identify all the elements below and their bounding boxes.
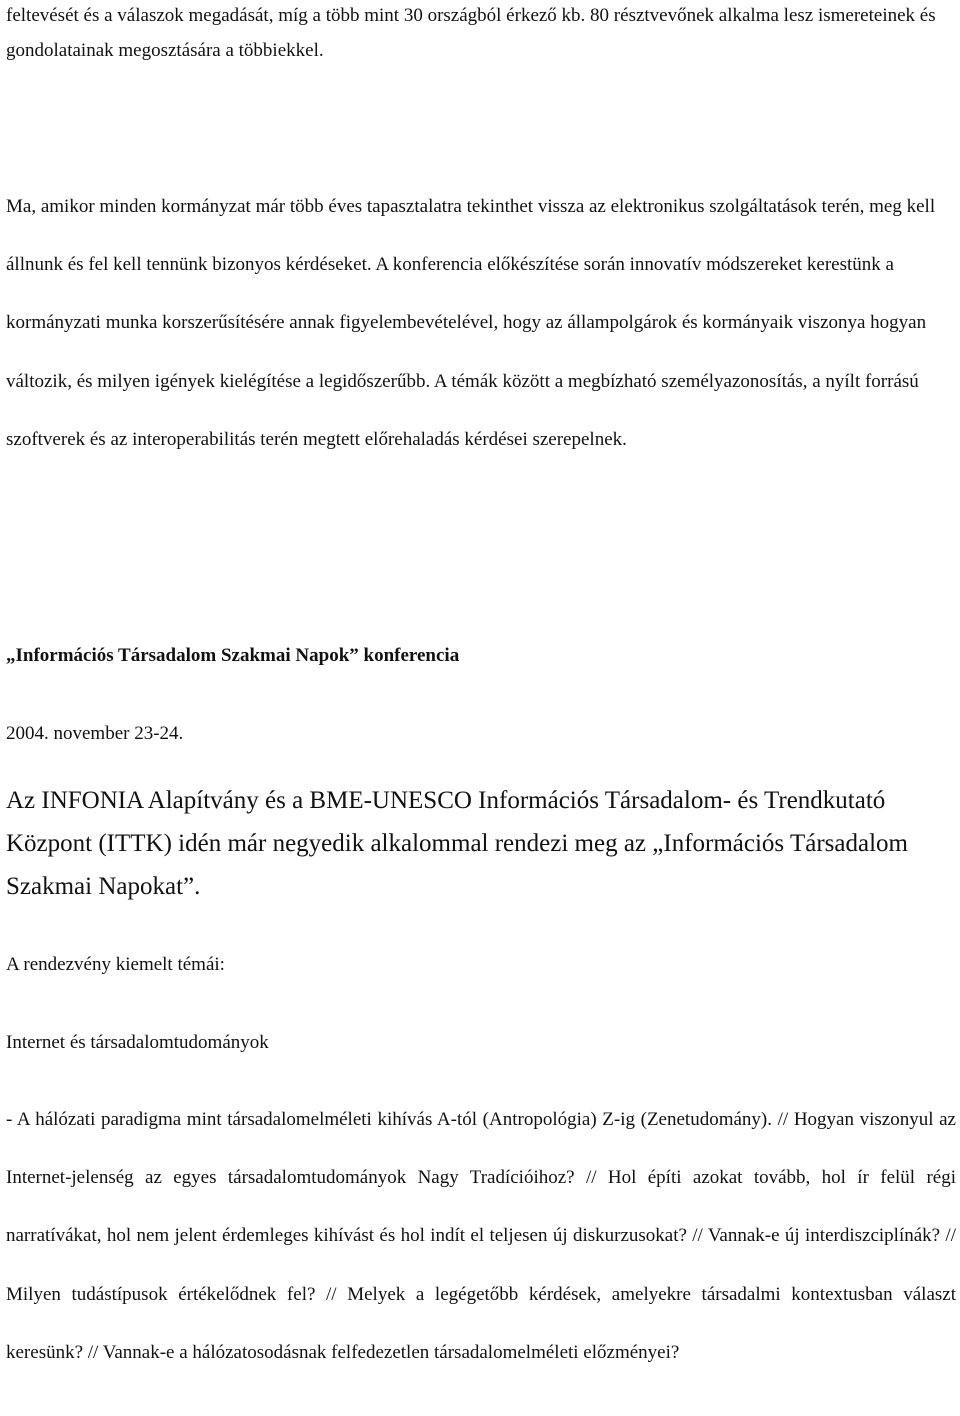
body-paragraph: Ma, amikor minden kormányzat már több éves tapasztalatra tekinthet vissza az elektronikus szolgáltatások terén, meg kell állnunk és fel kell tennünk bizonyos kérdéseket. A konferencia előkészítése során innovatív módszereket kerestünk a kormányzati munka korszerűsítésére annak figyelembevételével, hogy az állampolgárok és kormányaik viszonya hogyan változik, és milyen igények kielégítése a legidőszerűbb. A témák között a megbízható személyazonosítás, a nyílt forrású szoftverek és az interoperabilitás terén megtett előrehaladás kérdései szerepelnek.	[6, 196, 936, 450]
highlighted-topics-label: A rendezvény kiemelt témái:	[6, 954, 225, 975]
organizer-paragraph: Az INFONIA Alapítvány és a BME-UNESCO Információs Társadalom- és Trendkutató Központ (ITTK) idén már negyedik alkalommal rendezi meg az „Információs Társadalom Szakmai Napokat”.	[6, 787, 908, 900]
topic-paragraph: - A hálózati paradigma mint társadalomelméleti kihívás A-tól (Antropológia) Z-ig (Zenetudomány). // Hogyan viszonyul az Internet-jelenség az egyes társadalomtudományok Nagy Tradícióihoz? // Hol építi azokat tovább, hol ír felül régi narratívákat, hol nem jelent érdemleges kihívást és hol indít el teljesen új diskurzusokat? // Vannak-e új interdiszciplínák? // Milyen tudástípusok értékelődnek fel? // Melyek a legégetőbb kérdések, amelyekre társadalmi kontextusban választ keresünk? // Vannak-e a hálózatosodásnak felfedezetlen társadalomelméleti előzményei?	[6, 1109, 956, 1363]
conference-date: 2004. november 23-24.	[6, 723, 184, 744]
conference-title: „Információs Társadalom Szakmai Napok” konferencia	[6, 645, 460, 666]
intro-paragraph: feltevését és a válaszok megadását, míg a több mint 30 országból érkező kb. 80 résztvevőnek alkalma lesz ismereteinek és gondolatainak megosztására a többiekkel.	[6, 5, 936, 61]
topic-heading: Internet és társadalomtudományok	[6, 1032, 269, 1053]
